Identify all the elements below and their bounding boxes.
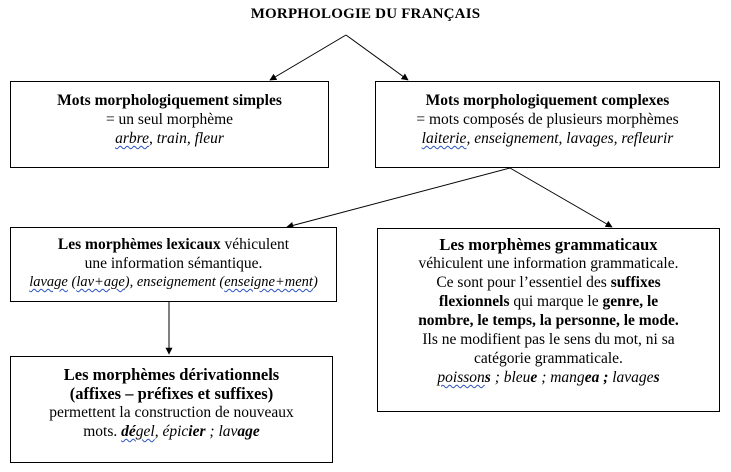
complex-examples: laiterie, enseignement, lavages, refleurir xyxy=(421,130,674,147)
grammatical-line4: nombre, le temps, la personne, le mode. xyxy=(418,312,679,329)
grammatical-line3: flexionnels qui marque le genre, le xyxy=(438,293,659,310)
grammatical-line1: véhiculent une information grammaticale. xyxy=(418,255,679,272)
diagram-title: MORPHOLOGIE DU FRANÇAIS xyxy=(250,6,481,22)
box-complex-words xyxy=(375,81,720,168)
arrow-complex-to-lexical xyxy=(287,168,510,227)
complex-heading: Mots morphologiquement complexes xyxy=(425,92,670,109)
box-derivational-morphemes xyxy=(10,356,333,463)
box-grammatical-morphemes xyxy=(377,228,720,412)
grammatical-line2: Ce sont pour l’essentiel des suffixes xyxy=(436,274,661,291)
arrow-title-to-simple xyxy=(270,35,346,80)
simple-heading: Mots morphologiquement simples xyxy=(57,92,282,109)
grammatical-line6: catégorie grammaticale. xyxy=(474,350,623,367)
lexical-examples: lavage (lav+age), enseignement (enseigne+ment) xyxy=(29,274,318,290)
grammatical-line5: Ils ne modifient pas le sens du mot, ni sa xyxy=(422,331,675,348)
derivational-heading2: (affixes – préfixes et suffixes) xyxy=(69,384,274,403)
complex-definition: = mots composés de plusieurs morphèmes xyxy=(416,111,679,128)
box-simple-words xyxy=(10,81,329,168)
derivational-heading1: Les morphèmes dérivationnels xyxy=(63,365,280,384)
arrow-title-to-complex xyxy=(346,35,408,80)
lexical-line2: une information sémantique. xyxy=(84,255,263,272)
simple-definition: = un seul morphème xyxy=(105,111,234,128)
lexical-line1: Les morphèmes lexicaux véhiculent xyxy=(57,236,290,253)
grammatical-examples: poissons ; bleue ; mangea ; lavages xyxy=(437,369,660,386)
derivational-examples: mots. dégel, épicier ; lavage xyxy=(83,423,260,440)
box-lexical-morphemes xyxy=(10,227,337,302)
grammatical-heading: Les morphèmes grammaticaux xyxy=(439,235,658,254)
simple-examples: arbre, train, fleur xyxy=(115,130,224,147)
arrow-complex-to-grammatical xyxy=(510,168,612,227)
derivational-text: permettent la construction de nouveaux xyxy=(49,404,294,421)
